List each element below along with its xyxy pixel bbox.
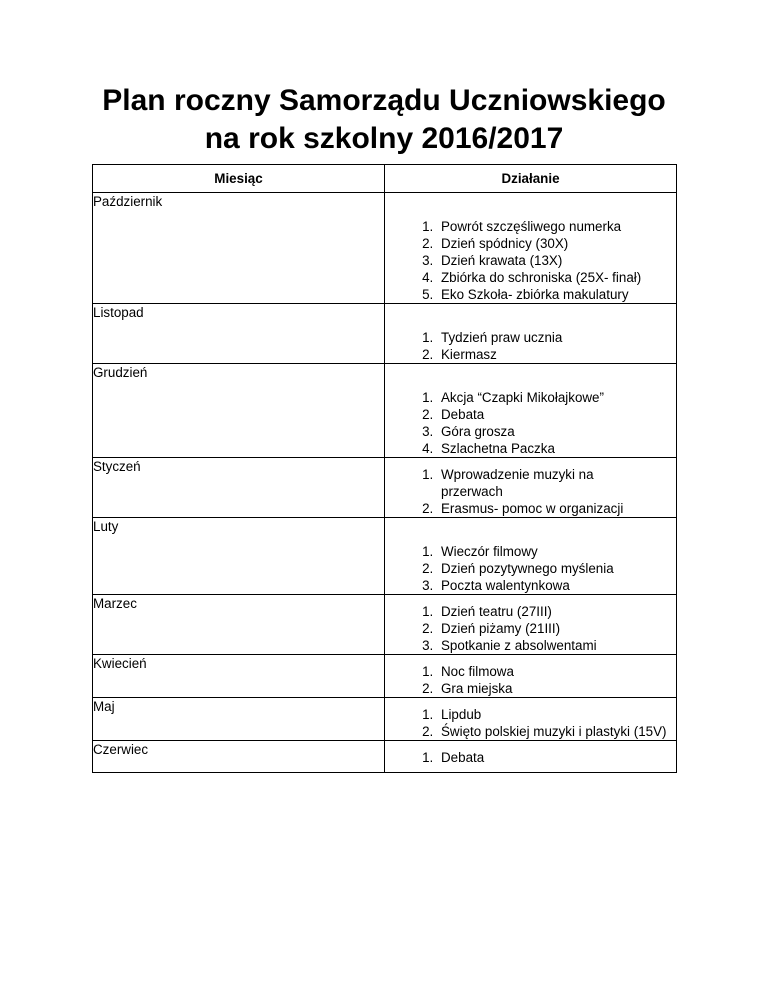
list-item: 4. Zbiórka do schroniska (25X- finał) <box>437 269 676 286</box>
action-list <box>385 706 676 740</box>
header-action: Działanie <box>385 165 677 193</box>
action-list <box>385 603 676 654</box>
actions-cell <box>385 518 677 595</box>
list-item: 1. Akcja “Czapki Mikołajkowe” <box>437 389 676 406</box>
month-cell: Styczeń <box>93 458 385 518</box>
list-item: 3. Spotkanie z absolwentami <box>437 637 676 654</box>
actions-cell <box>385 655 677 698</box>
title-line-1: Plan roczny Samorządu Uczniowskiego <box>102 84 666 117</box>
list-item: 3. Dzień krawata (13X) <box>437 252 676 269</box>
list-item: 2. Dzień spódnicy (30X) <box>437 235 676 252</box>
action-list <box>385 749 676 766</box>
actions-cell <box>385 193 677 304</box>
month-cell: Marzec <box>93 595 385 655</box>
table-row <box>93 458 677 518</box>
month-cell: Listopad <box>93 304 385 364</box>
list-item: 1. Powrót szczęśliwego numerka <box>437 218 676 235</box>
list-item: 5. Eko Szkoła- zbiórka makulatury <box>437 286 676 303</box>
month-cell: Luty <box>93 518 385 595</box>
table-row <box>93 595 677 655</box>
list-item: 1. Noc filmowa <box>437 663 676 680</box>
list-item: 3. Poczta walentynkowa <box>437 577 676 594</box>
annual-plan-table <box>92 164 677 773</box>
action-list <box>385 466 676 517</box>
table-row <box>93 364 677 458</box>
actions-cell <box>385 595 677 655</box>
list-item: 2. Święto polskiej muzyki i plastyki (15V) <box>437 723 676 740</box>
table-row <box>93 655 677 698</box>
list-item: 1. Wieczór filmowy <box>437 543 676 560</box>
list-item: 2. Gra miejska <box>437 680 676 697</box>
action-list <box>385 663 676 697</box>
header-month: Miesiąc <box>93 165 385 193</box>
list-item: 3. Góra grosza <box>437 423 676 440</box>
list-item: 1. Wprowadzenie muzyki na przerwach <box>437 466 676 500</box>
list-item: 2. Debata <box>437 406 676 423</box>
action-list <box>385 218 676 303</box>
month-cell: Październik <box>93 193 385 304</box>
list-item: 2. Dzień piżamy (21III) <box>437 620 676 637</box>
action-list <box>385 543 676 594</box>
table-row <box>93 741 677 773</box>
table-row <box>93 698 677 741</box>
actions-cell <box>385 458 677 518</box>
list-item: 4. Szlachetna Paczka <box>437 440 676 457</box>
table-header-row <box>93 165 677 193</box>
table-row <box>93 193 677 304</box>
list-item: 2. Erasmus- pomoc w organizacji <box>437 500 676 517</box>
actions-cell <box>385 304 677 364</box>
actions-cell <box>385 698 677 741</box>
month-cell: Kwiecień <box>93 655 385 698</box>
actions-cell <box>385 741 677 773</box>
action-list <box>385 329 676 363</box>
list-item: 1. Debata <box>437 749 676 766</box>
actions-cell <box>385 364 677 458</box>
list-item: 1. Tydzień praw ucznia <box>437 329 676 346</box>
list-item: 2. Dzień pozytywnego myślenia <box>437 560 676 577</box>
table-row <box>93 518 677 595</box>
list-item: 2. Kiermasz <box>437 346 676 363</box>
title-line-2: na rok szkolny 2016/2017 <box>204 122 564 155</box>
month-cell: Czerwiec <box>93 741 385 773</box>
page-title <box>0 82 768 158</box>
list-item: 1. Dzień teatru (27III) <box>437 603 676 620</box>
month-cell: Maj <box>93 698 385 741</box>
list-item: 1. Lipdub <box>437 706 676 723</box>
table-row <box>93 304 677 364</box>
action-list <box>385 389 676 457</box>
month-cell: Grudzień <box>93 364 385 458</box>
